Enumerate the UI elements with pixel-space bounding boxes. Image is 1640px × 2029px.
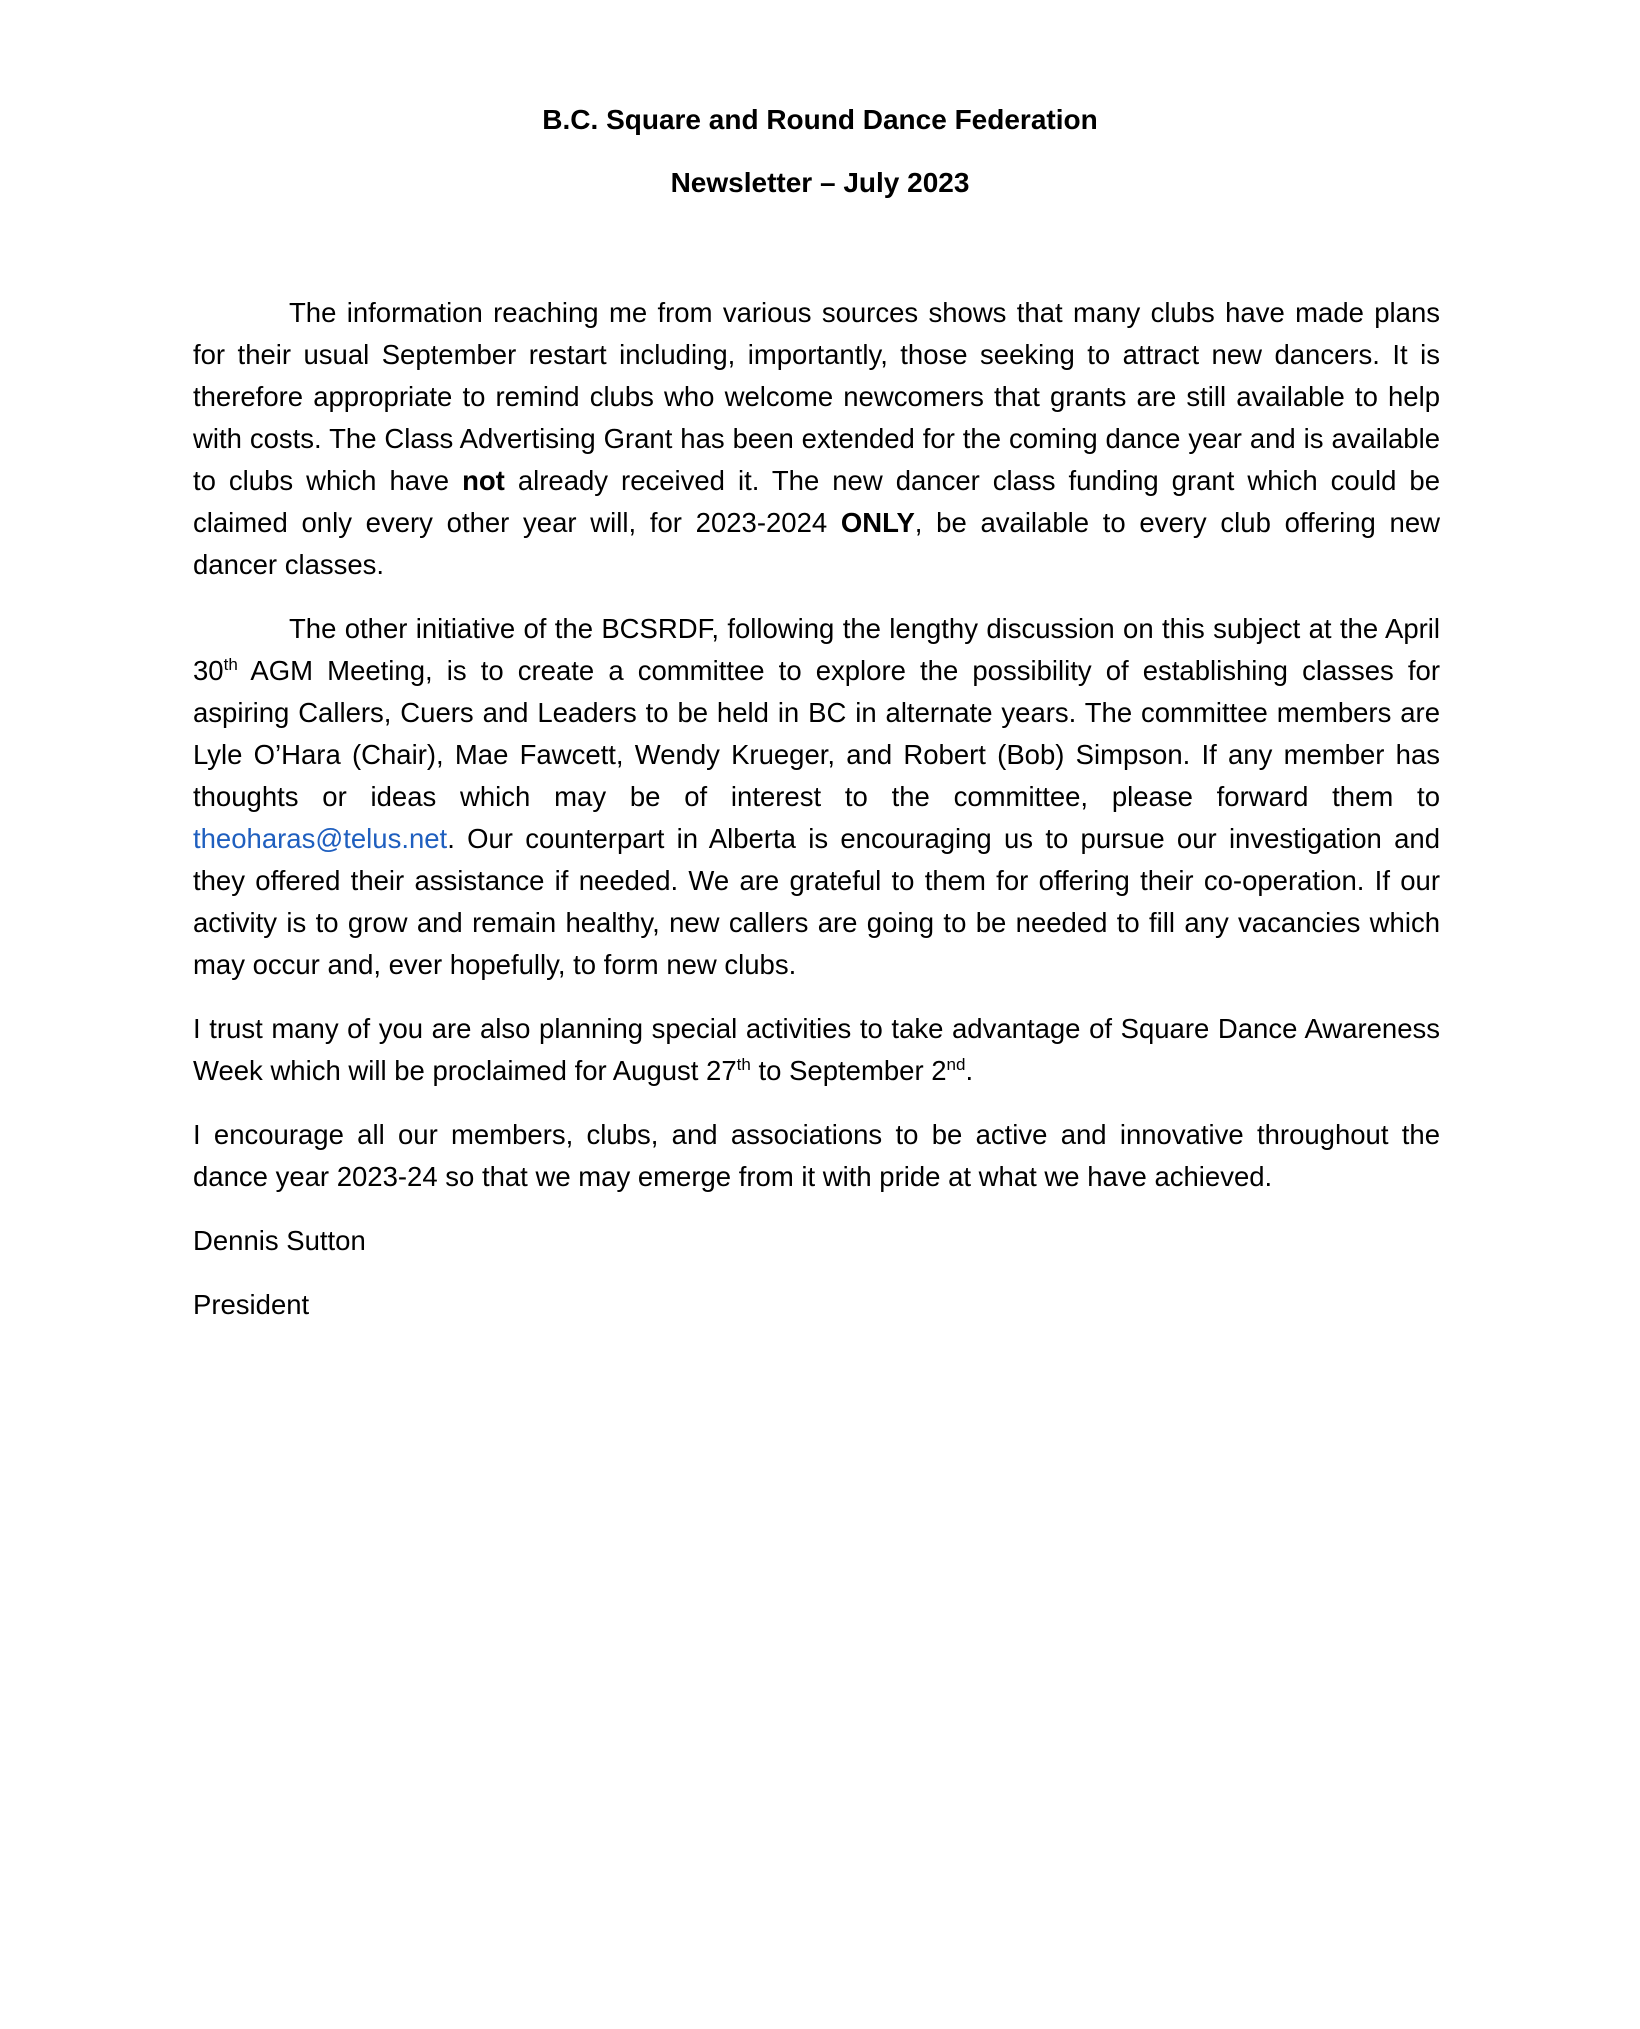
paragraph-committee — [193, 608, 1440, 986]
signature-name: Dennis Sutton — [193, 1225, 366, 1256]
paragraph-awareness-text-2: to September 2 — [750, 1055, 947, 1086]
paragraph-grants — [193, 292, 1440, 586]
paragraph-awareness-text-3: . — [965, 1055, 974, 1086]
signature-title: President — [193, 1289, 310, 1320]
paragraph-grants-text-2: already received it. The new dancer class funding grant which could be claimed only every other year will, for 2023-2024 — [193, 465, 1440, 538]
paragraph-committee-text-2: AGM Meeting, is to create a committee to explore the possibility of establishing classes for aspiring Callers, Cuers and Leaders to be held in BC in alternate years. The committee members are Lyle O’Hara (Chair), Mae Fawcett, Wendy Krueger, and Robert (Bob) Simpson. If any member has thoughts or ideas which may be of interest to the committee, please forward them to — [193, 655, 1440, 812]
paragraph-encouragement: I encourage all our members, clubs, and associations to be active and innovative throughout the dance year 2023-24 so that we may emerge from it with pride at what we have achieved. — [193, 1119, 1440, 1192]
paragraph-awareness-week — [193, 1008, 1440, 1092]
ordinal-suffix: nd — [946, 1054, 966, 1074]
organization-title: B.C. Square and Round Dance Federation — [542, 104, 1098, 135]
paragraph-grants-text-1: The information reaching me from various sources shows that many clubs have made plans for their usual September restart including, importantly, those seeking to attract new dancers. It is therefore appropriate to remind clubs who welcome newcomers that grants are still available to help with costs. The Class Advertising Grant has been extended for the coming dance year and is available to clubs which have — [193, 297, 1440, 496]
letter-body — [193, 292, 1440, 1348]
paragraph-committee-text-1: The other initiative of the BCSRDF, following the lengthy discussion on this subject at the April 30 — [193, 613, 1440, 686]
ordinal-suffix: th — [223, 654, 238, 674]
ordinal-suffix: th — [736, 1054, 751, 1074]
newsletter-issue-title: Newsletter – July 2023 — [670, 167, 970, 198]
emphasis-not: not — [462, 465, 505, 496]
paragraph-awareness-text-1: I trust many of you are also planning special activities to take advantage of Square Dance Awareness Week which will be proclaimed for August 27 — [193, 1013, 1440, 1086]
paragraph-committee-text-3: . Our counterpart in Alberta is encouraging us to pursue our investigation and they offered their assistance if needed. We are grateful to them for offering their co-operation. If our activity is to grow and remain healthy, new callers are going to be needed to fill any vacancies which may occur and, ever hopefully, to form new clubs. — [193, 823, 1440, 980]
emphasis-only: ONLY — [840, 507, 915, 538]
email-link[interactable]: theoharas@telus.net — [193, 823, 448, 854]
paragraph-grants-text-3: , be available to every club offering new dancer classes. — [193, 507, 1440, 580]
